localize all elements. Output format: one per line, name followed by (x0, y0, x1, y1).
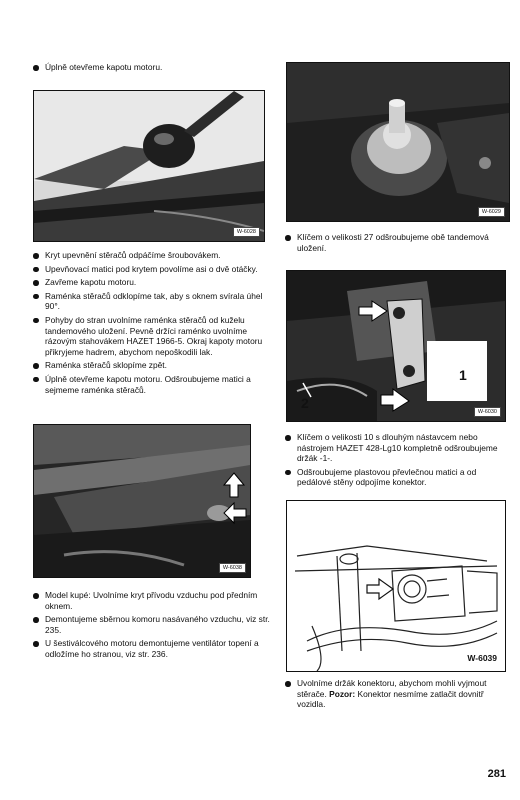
photo-code-label: W-6038 (219, 563, 246, 573)
right-last-bullet (284, 678, 506, 713)
photo-code-label: W-6029 (478, 207, 505, 217)
wiper-arm-nuts-illustration (34, 425, 250, 577)
right-bullet-list-c (284, 432, 506, 491)
connector-illustration (287, 501, 505, 671)
left-top-section (32, 62, 272, 76)
bullet-item: Model kupé: Uvolníme kryt přívodu vzduchu pod předním oknem. (32, 590, 272, 611)
bullet-connector-holder (284, 678, 506, 710)
wiper-arm-nuts-photo (33, 424, 251, 578)
bullet-item: Klíčem o velikosti 10 s dlouhým nástavcem nebo nástrojem HAZET 428-Lg10 kompletně odšroubujeme držák -1-. (284, 432, 506, 464)
page-number: 281 (487, 768, 506, 780)
warning-text: Konektor nesmíme zatlačit dovnitř vozidla. (297, 688, 484, 710)
wiper-nut-cover-photo (33, 90, 265, 242)
bullet-item: Úplně otevřeme kapotu motoru. Odšroubujeme matici a sejmeme raménka stěračů. (32, 374, 272, 395)
drawing-code-label: W-6039 (467, 653, 497, 663)
bullet-item: Demontujeme sběrnou komoru nasávaného vzduchu, viz str. 235. (32, 614, 272, 635)
bullet-text: Uvolníme držák konektoru, abychom mohli vyjmout stěrače. (297, 678, 487, 699)
callout-2: 2 (301, 395, 309, 411)
wiper-nut-cover-illustration (34, 91, 264, 241)
bullet-item: Pohyby do stran uvolníme raménka stěračů od kuželu tandemového uložení. Pevně držíci raménko uvolníme rázovým stahovákem HAZET 1966-5. Okraj kapoty motoru přikryjeme hadrem, abychom nepoškodili lak. (32, 315, 272, 357)
tandem-bearing-photo (286, 62, 510, 222)
bullet-item: U šestiválcového motoru demontujeme ventilátor topení a odložíme ho stranou, viz str. 236. (32, 638, 272, 659)
bullet-tandem-bearings: Klíčem o velikosti 27 odšroubujeme obě tandemová uložení. (284, 232, 506, 253)
warning-label: Pozor: (329, 688, 356, 699)
bullet-open-hood: Úplně otevřeme kapotu motoru. (32, 62, 272, 73)
photo-code-label: W-6028 (233, 227, 260, 237)
right-bullet-1 (284, 232, 506, 256)
tandem-bearing-illustration (287, 63, 509, 221)
left-bullet-list-a (32, 250, 272, 398)
bullet-item: Zavřeme kapotu motoru. (32, 277, 272, 288)
connector-line-drawing (286, 500, 506, 672)
bullet-item: Upevňovací matici pod krytem povolíme asi o dvě otáčky. (32, 264, 272, 275)
photo-code-label: W-6030 (474, 407, 501, 417)
bullet-item: Kryt upevnění stěračů odpáčíme šroubovákem. (32, 250, 272, 261)
bullet-item: Raménka stěračů sklopíme zpět. (32, 360, 272, 371)
bullet-item: Odšroubujeme plastovou převlečnou matici a od pedálové stěny odpojíme konektor. (284, 467, 506, 488)
bullet-item: Raménka stěračů odklopíme tak, aby s oknem svírala úhel 90°. (32, 291, 272, 312)
callout-1: 1 (459, 367, 467, 383)
left-bullet-list-b (32, 590, 272, 663)
bracket-photo (286, 270, 506, 422)
bracket-illustration (287, 271, 505, 421)
